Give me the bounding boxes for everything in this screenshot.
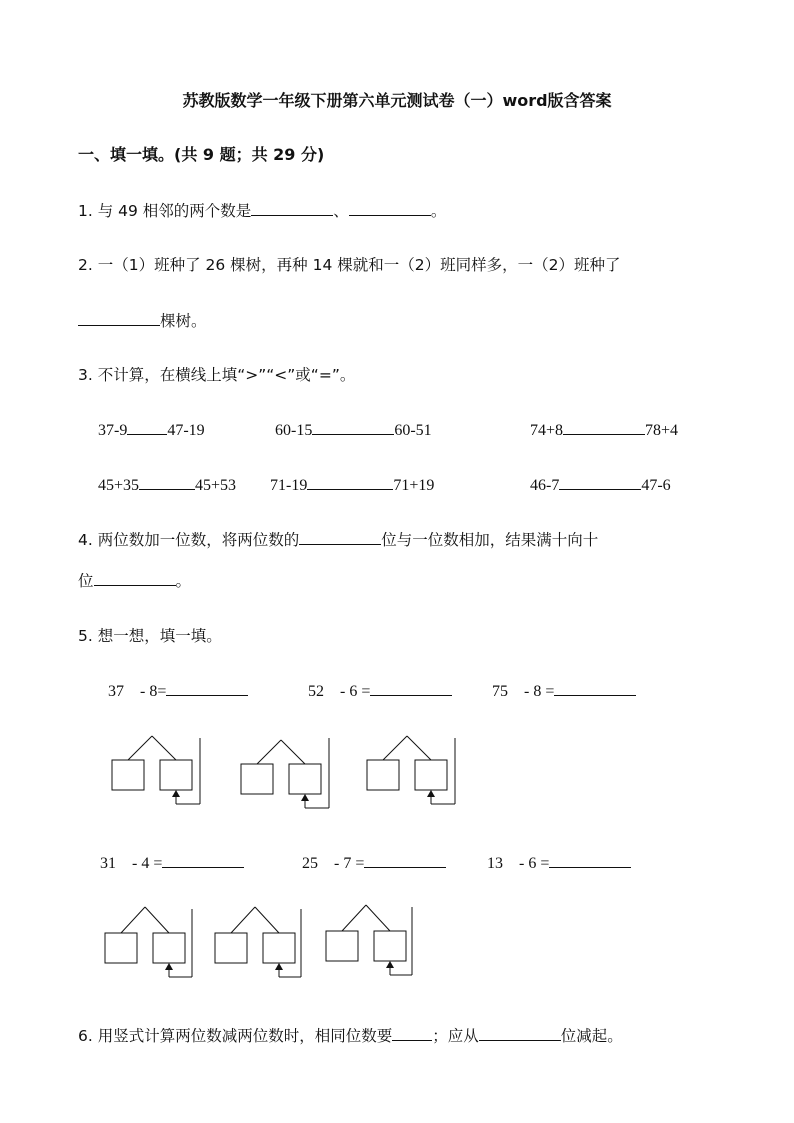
split-diagram [101,905,201,979]
q3-left: 37-9 [98,422,128,439]
q3-left: 60-15 [275,422,313,439]
split-diagram [211,905,311,979]
q4-text-c: 位 [78,572,94,590]
answer-box[interactable] [415,760,447,790]
q3-blank[interactable] [563,419,645,435]
q5-minuend: 13 [487,855,503,872]
question-5: 5. 想一想，填一填。 [78,627,222,645]
q6-text-a: 6. 用竖式计算两位数减两位数时，相同位数要 [78,1027,393,1045]
q5-subtrahend: - 4 = [132,855,163,872]
question-2: 2. 一（1）班种了 26 棵树，再种 14 棵就和一（2）班同样多，一（2）班种了 [78,256,621,274]
question-3: 3. 不计算，在横线上填“>”“<”或“=”。 [78,366,356,384]
q3-right: 60-51 [394,422,432,439]
answer-box[interactable] [112,760,144,790]
q4-text-a: 4. 两位数加一位数，将两位数的 [78,531,300,549]
answer-box[interactable] [215,933,247,963]
answer-box[interactable] [326,931,358,961]
q3-left: 45+35 [98,477,140,494]
q5-subtrahend: - 6 = [519,855,550,872]
q5-problem-2 [308,680,452,701]
q3-blank[interactable] [312,419,394,435]
q3-compare-3 [530,419,678,440]
q3-left: 74+8 [530,422,564,439]
q2-suffix: 棵树。 [160,312,207,330]
q3-right: 45+53 [195,477,237,494]
page-title: 苏教版数学一年级下册第六单元测试卷（一）word版含答案 [182,91,612,110]
q3-compare-1 [98,419,205,440]
q1-text: 1. 与 49 相邻的两个数是 [78,202,252,220]
q3-right: 71+19 [393,477,435,494]
q5-answer-blank[interactable] [162,852,244,868]
split-diagram [363,734,463,806]
q3-left: 71-19 [270,477,308,494]
q3-blank[interactable] [307,474,393,490]
q5-minuend: 75 [492,683,508,700]
q6-blank-1[interactable] [392,1025,432,1041]
q3-right: 47-6 [641,477,671,494]
q3-compare-6 [530,474,671,495]
q5-answer-blank[interactable] [166,680,248,696]
q3-blank[interactable] [127,419,167,435]
q3-compare-5 [270,474,434,495]
question-6 [78,1024,623,1046]
question-2-line-2 [78,309,207,331]
q1-separator: 、 [333,202,349,220]
answer-box[interactable] [289,764,321,794]
q5-minuend: 37 [108,683,124,700]
q6-text-c: 位减起。 [560,1027,623,1045]
answer-box[interactable] [367,760,399,790]
answer-box[interactable] [160,760,192,790]
q5-minuend: 31 [100,855,116,872]
answer-box[interactable] [105,933,137,963]
q5-answer-blank[interactable] [549,852,631,868]
q5-minuend: 52 [308,683,324,700]
question-4 [78,528,598,550]
q1-end: 。 [430,202,447,220]
q3-blank[interactable] [139,474,195,490]
q4-blank-2[interactable] [94,570,176,586]
question-1 [78,199,446,221]
section-heading: 一、填一填。(共 9 题；共 29 分) [78,145,325,164]
q5-subtrahend: - 6 = [340,683,371,700]
q5-problem-1 [108,680,248,701]
q5-subtrahend: - 7 = [334,855,365,872]
split-diagram [237,738,337,810]
q5-answer-blank[interactable] [554,680,636,696]
question-4-line-2 [78,569,191,591]
q2-blank[interactable] [78,310,160,326]
q5-problem-6 [487,852,631,873]
answer-box[interactable] [263,933,295,963]
q1-blank-1[interactable] [251,200,333,216]
q3-compare-4 [98,474,236,495]
q3-blank[interactable] [559,474,641,490]
q6-blank-2[interactable] [479,1025,561,1041]
answer-box[interactable] [153,933,185,963]
answer-box[interactable] [374,931,406,961]
q3-compare-2 [275,419,432,440]
answer-box[interactable] [241,764,273,794]
q1-blank-2[interactable] [349,200,431,216]
q3-left: 46-7 [530,477,560,494]
q5-answer-blank[interactable] [370,680,452,696]
split-diagram [108,734,208,806]
q5-problem-5 [302,852,446,873]
q3-right: 47-19 [167,422,205,439]
q6-text-b: ；应从 [432,1027,479,1045]
q5-problem-4 [100,852,244,873]
q4-text-d: 。 [175,572,192,590]
q5-subtrahend: - 8= [140,683,167,700]
q5-minuend: 25 [302,855,318,872]
q4-text-b: 位与一位数相加，结果满十向十 [381,531,599,549]
q5-subtrahend: - 8 = [524,683,555,700]
q3-right: 78+4 [645,422,679,439]
q4-blank-1[interactable] [299,529,381,545]
split-diagram [322,903,422,977]
q5-answer-blank[interactable] [364,852,446,868]
q5-problem-3 [492,680,636,701]
